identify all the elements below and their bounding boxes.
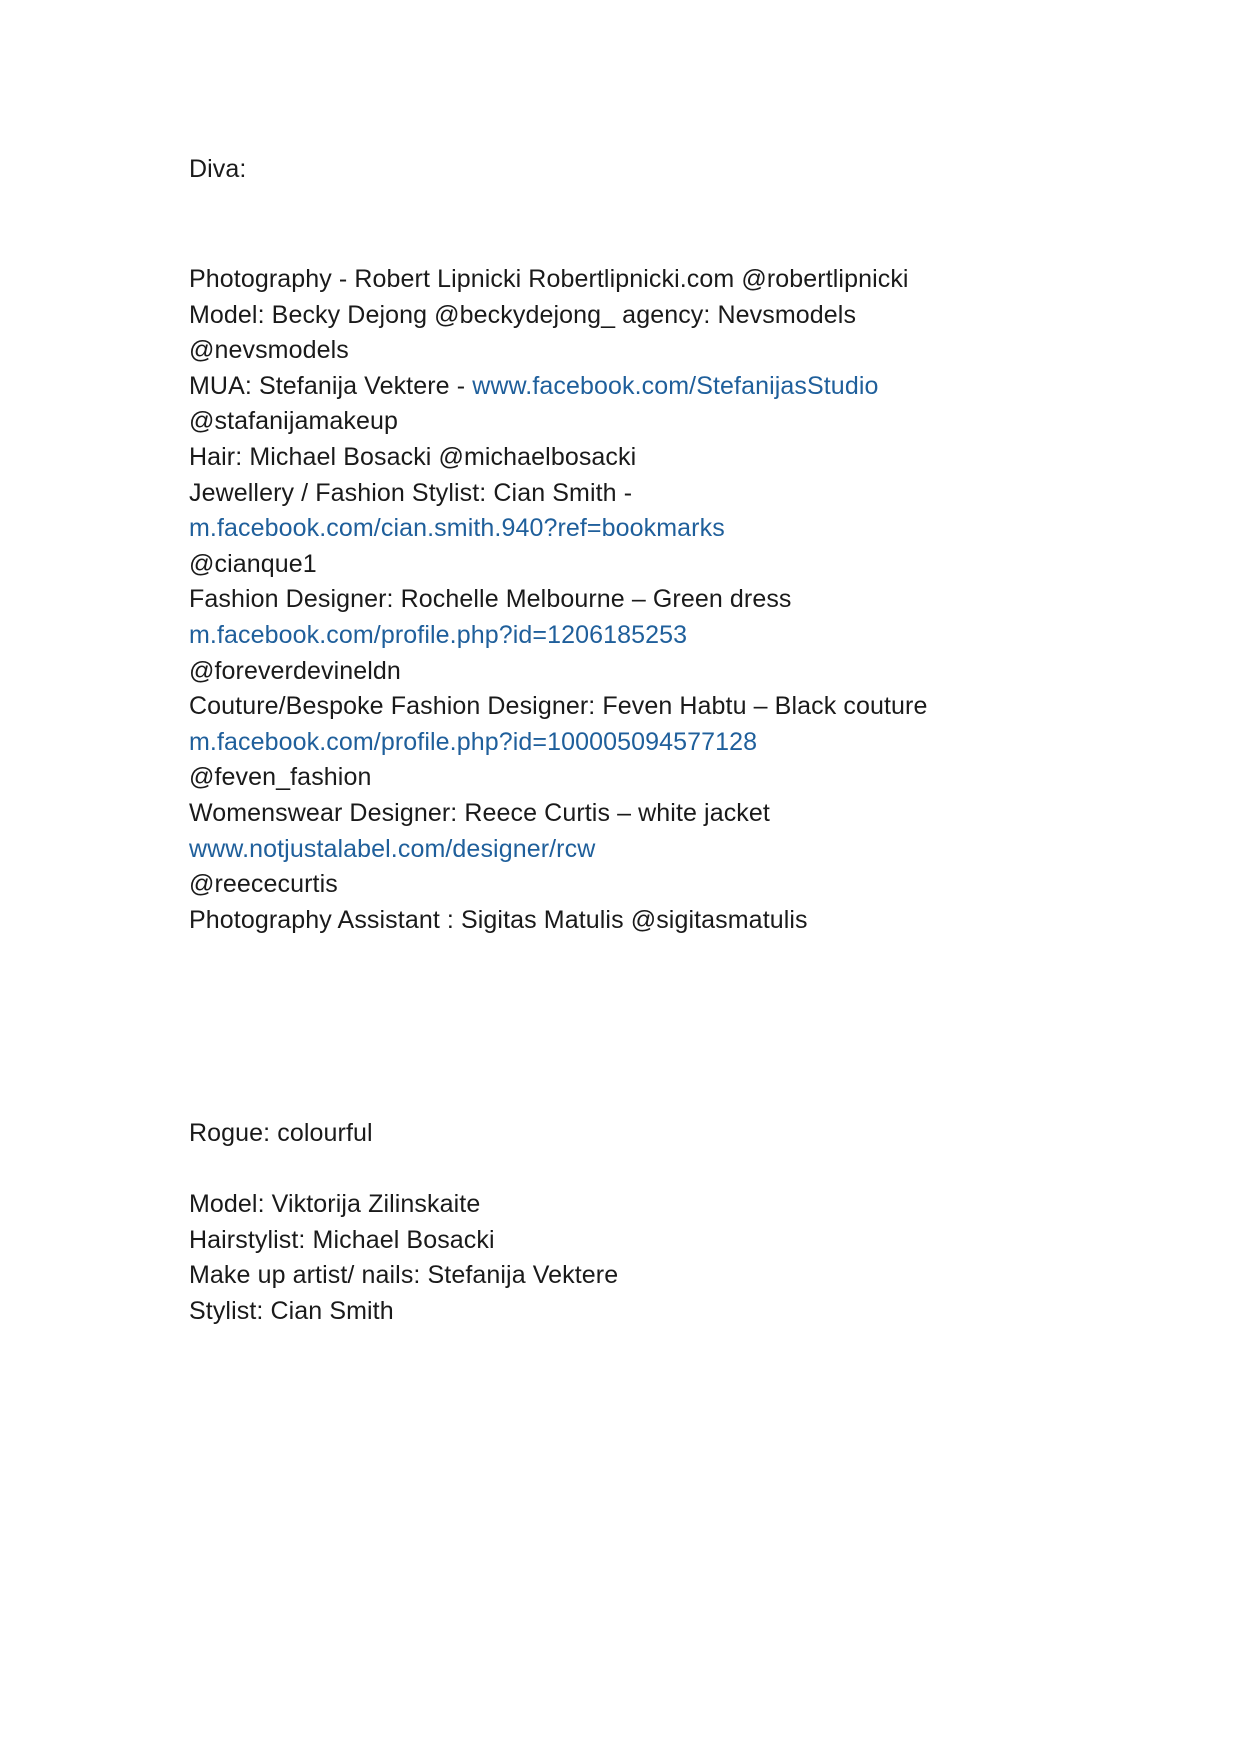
diva-credits	[189, 262, 1189, 938]
rogue-credits	[189, 1187, 1189, 1329]
diva-model-credit: Model: Becky Dejong @beckydejong_ agency: Nevsmodels	[189, 300, 857, 329]
diva-stylist-credit: Jewellery / Fashion Stylist: Cian Smith -	[189, 478, 633, 507]
diva-designer2-credit: Couture/Bespoke Fashion Designer: Feven Habtu – Black couture	[189, 692, 928, 721]
diva-heading: Diva:	[189, 155, 247, 183]
diva-stylist-link-line	[189, 511, 1189, 547]
diva-designer2-link[interactable]: m.facebook.com/profile.php?id=100005094577128	[189, 727, 758, 756]
diva-agency-handle: @nevsmodels	[189, 336, 349, 365]
diva-designer1-link-line	[189, 618, 1189, 654]
diva-stylist-handle: @cianque1	[189, 549, 317, 578]
diva-assistant-credit: Photography Assistant : Sigitas Matulis @sigitasmatulis	[189, 905, 808, 934]
rogue-stylist-credit: Stylist: Cian Smith	[189, 1296, 394, 1325]
rogue-model-credit: Model: Viktorija Zilinskaite	[189, 1190, 481, 1218]
diva-designer3-handle: @reececurtis	[189, 870, 338, 899]
diva-mua-label: MUA: Stefanija Vektere -	[189, 371, 473, 400]
diva-designer3-credit: Womenswear Designer: Reece Curtis – white jacket	[189, 798, 770, 827]
rogue-section-heading-block	[189, 1116, 1189, 1152]
diva-stylist-link[interactable]: m.facebook.com/cian.smith.940?ref=bookmarks	[189, 514, 725, 543]
diva-designer1-handle: @foreverdevineldn	[189, 656, 401, 685]
diva-designer2-handle: @feven_fashion	[189, 763, 372, 792]
diva-mua-link[interactable]: www.facebook.com/StefanijasStudio	[472, 371, 879, 400]
diva-designer1-credit: Fashion Designer: Rochelle Melbourne – Green dress	[189, 585, 792, 614]
diva-designer2-link-line	[189, 725, 1189, 761]
rogue-makeup-credit: Make up artist/ nails: Stefanija Vektere	[189, 1261, 619, 1290]
diva-section-heading-block	[189, 152, 1189, 188]
diva-designer1-link[interactable]: m.facebook.com/profile.php?id=1206185253	[189, 620, 688, 649]
diva-mua-credit	[189, 369, 1189, 405]
rogue-heading: Rogue: colourful	[189, 1119, 373, 1147]
diva-photography-credit: Photography - Robert Lipnicki Robertlipnicki.com @robertlipnicki	[189, 265, 909, 293]
diva-mua-handle: @stafanijamakeup	[189, 407, 399, 436]
diva-hair-credit: Hair: Michael Bosacki @michaelbosacki	[189, 442, 637, 471]
diva-designer3-link[interactable]: www.notjustalabel.com/designer/rcw	[189, 834, 596, 863]
rogue-hair-credit: Hairstylist: Michael Bosacki	[189, 1225, 495, 1254]
diva-designer3-link-line	[189, 832, 1189, 868]
